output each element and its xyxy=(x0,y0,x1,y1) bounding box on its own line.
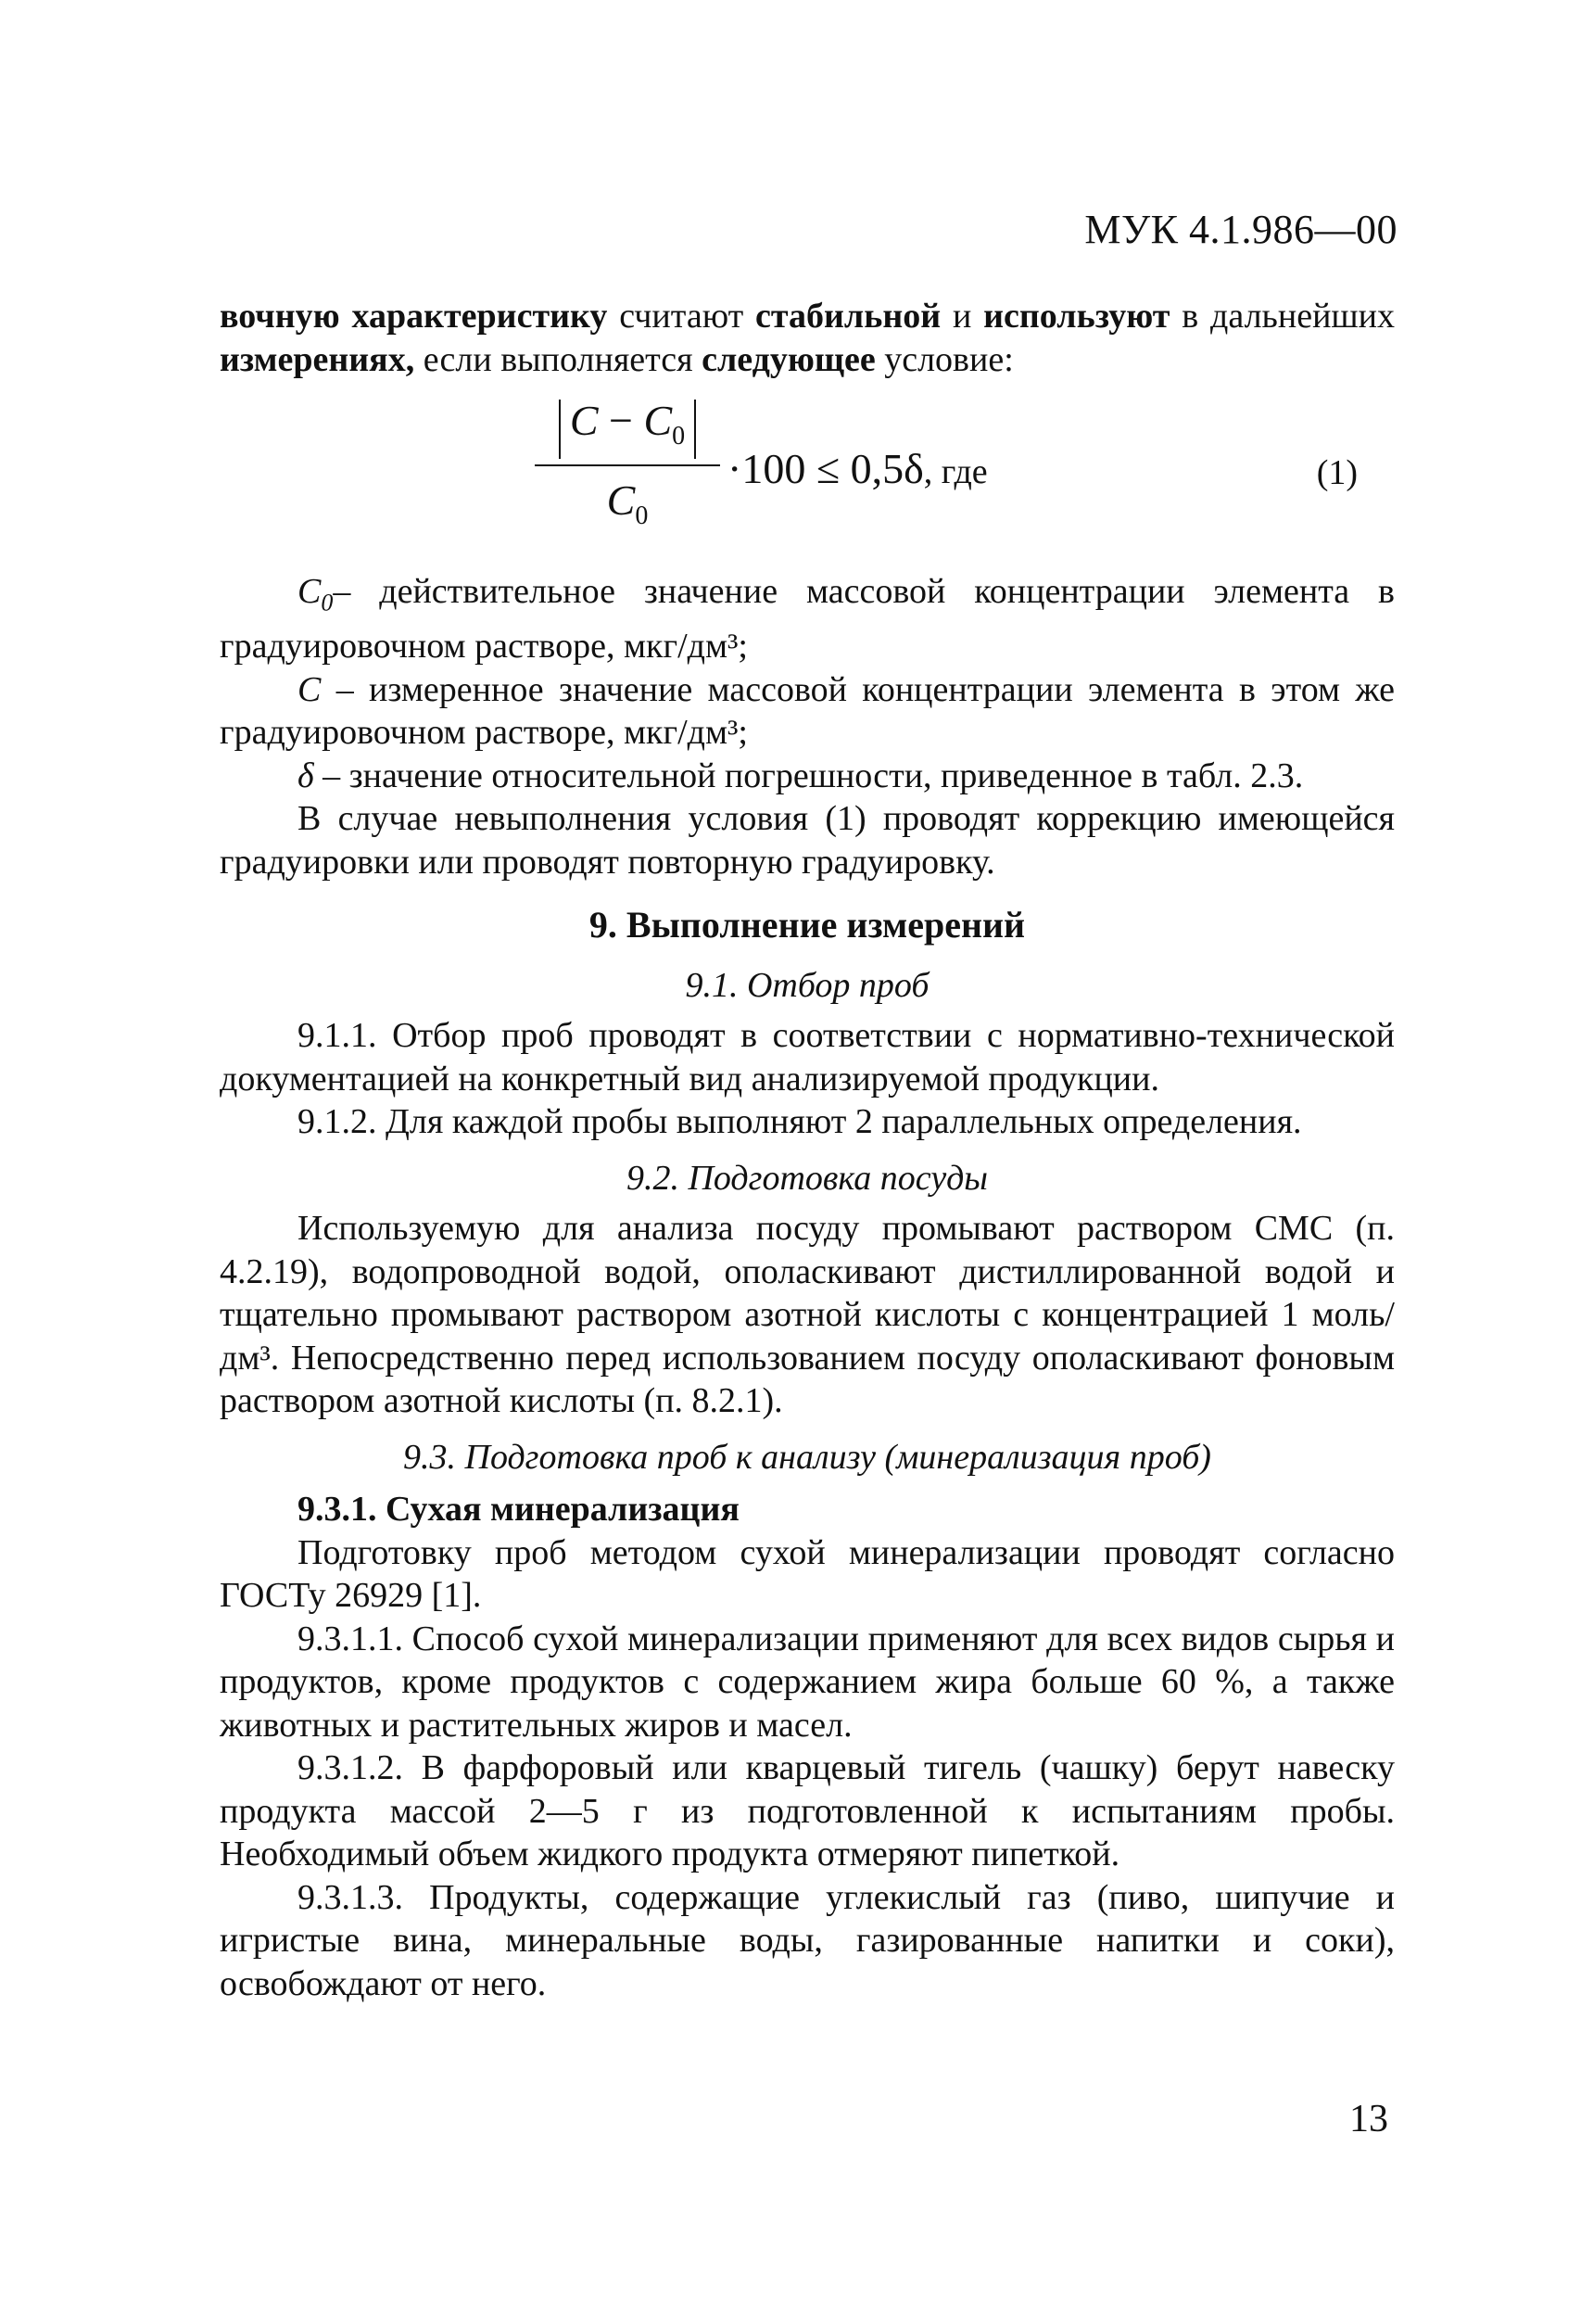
definition-c0-text: – действительное значение массовой концентрации элемента в градуировочном растворе, мкг/дм³; xyxy=(220,572,1395,667)
formula-1 xyxy=(220,396,1395,555)
page-body xyxy=(220,295,1395,2005)
formula-numerator xyxy=(535,396,720,466)
paragraph-9-1-1: 9.1.1. Отбор проб проводят в соответствии с нормативно-технической документацией на конкретный вид анализируемой продукции. xyxy=(220,1016,1395,1099)
formula-where: , где xyxy=(923,452,988,491)
symbol-c: C xyxy=(297,669,322,709)
intro-bold-a: вочную характеристику xyxy=(220,297,608,336)
intro-bold-d: измерениях, xyxy=(220,339,415,379)
symbol-c0-subscript: 0 xyxy=(321,589,334,616)
formula-right-side xyxy=(727,445,988,494)
definition-delta xyxy=(220,755,1395,798)
subsection-9-3-1-heading: 9.3.1. Сухая минерализация xyxy=(297,1490,740,1530)
subscript-zero: 0 xyxy=(672,422,686,451)
definition-c0 xyxy=(220,570,1395,668)
paragraph-9-2: Используемую для анализа посуду промывают раствором СМС (п. 4.2.19), водопроводной водой, ополаскивают дистиллированной водой и тщательно промывают раствором азотной кислоты с концентрацией 1 моль/дм³. Непосредственно перед использованием посуду ополаскивают фоновым раствором азотной кислоты (п. 8.2.1). xyxy=(220,1209,1395,1421)
subsection-9-3-heading: 9.3. Подготовка проб к анализу (минерализация проб) xyxy=(403,1437,1211,1477)
paragraph-9-1-2: 9.1.2. Для каждой пробы выполняют 2 параллельных определения. xyxy=(297,1102,1302,1142)
subsection-9-2-heading: 9.2. Подготовка посуды xyxy=(626,1158,989,1198)
intro-bold-e: следующее xyxy=(702,339,876,379)
section-9-heading: 9. Выполнение измерений xyxy=(588,904,1026,946)
definition-c xyxy=(220,668,1395,755)
intro-bold-b: стабильной xyxy=(755,297,942,336)
intro-text-b: и xyxy=(941,297,984,336)
paragraph-9-3-1-1: 9.3.1.1. Способ сухой минерализации применяют для всех видов сырья и продуктов, кроме продуктов с содержанием жира больше 60 %, а также животных и растительных жиров и масел. xyxy=(220,1619,1395,1745)
paragraph-9-3-1-2: 9.3.1.2. В фарфоровый или кварцевый тигель (чашку) берут навеску продукта массой 2—5 г из подготовленной к испытаниям пробы. Необходимый объем жидкого продукта отмеряют пипеткой. xyxy=(220,1748,1395,1874)
intro-text-c: в дальнейших xyxy=(1170,297,1395,336)
symbol-c0: C xyxy=(297,572,322,611)
var-c: C xyxy=(569,397,599,444)
definition-c-text: – измеренное значение массовой концентрации элемента в этом же градуировочном растворе, мкг/дм³; xyxy=(220,669,1395,753)
formula-inequality: ·100 ≤ 0,5δ xyxy=(727,445,924,492)
minus-sign: − xyxy=(598,397,644,444)
subsection-9-1-heading: 9.1. Отбор проб xyxy=(685,965,930,1005)
formula-absolute-value xyxy=(559,397,696,459)
intro-text-e: условие: xyxy=(875,339,1014,379)
intro-bold-c: используют xyxy=(983,297,1170,336)
intro-text-a: считают xyxy=(607,297,756,336)
failure-paragraph: В случае невыполнения условия (1) проводят коррекцию имеющейся градуировки или проводят повторную градуировку. xyxy=(220,799,1395,882)
intro-paragraph xyxy=(220,295,1395,381)
formula-denominator xyxy=(535,466,720,539)
equation-number: (1) xyxy=(1316,453,1358,492)
var-c0-denominator: C xyxy=(606,476,636,524)
subscript-zero-denominator: 0 xyxy=(635,501,649,530)
symbol-delta: δ xyxy=(297,756,314,795)
paragraph-9-3-1: Подготовку проб методом сухой минерализации проводят согласно ГОСТу 26929 [1]. xyxy=(220,1532,1395,1616)
definition-delta-text: – значение относительной погрешности, приведенное в табл. 2.3. xyxy=(313,756,1304,795)
document-code: МУК 4.1.986—00 xyxy=(1084,207,1398,252)
formula-fraction xyxy=(535,396,720,538)
var-c0: C xyxy=(643,397,673,444)
intro-text-d: если выполняется xyxy=(414,339,702,379)
page-number: 13 xyxy=(1349,2098,1388,2140)
paragraph-9-3-1-3: 9.3.1.3. Продукты, содержащие углекислый газ (пиво, шипучие и игристые вина, минеральные воды, газированные напитки и соки), освобождают от него. xyxy=(220,1877,1395,2003)
